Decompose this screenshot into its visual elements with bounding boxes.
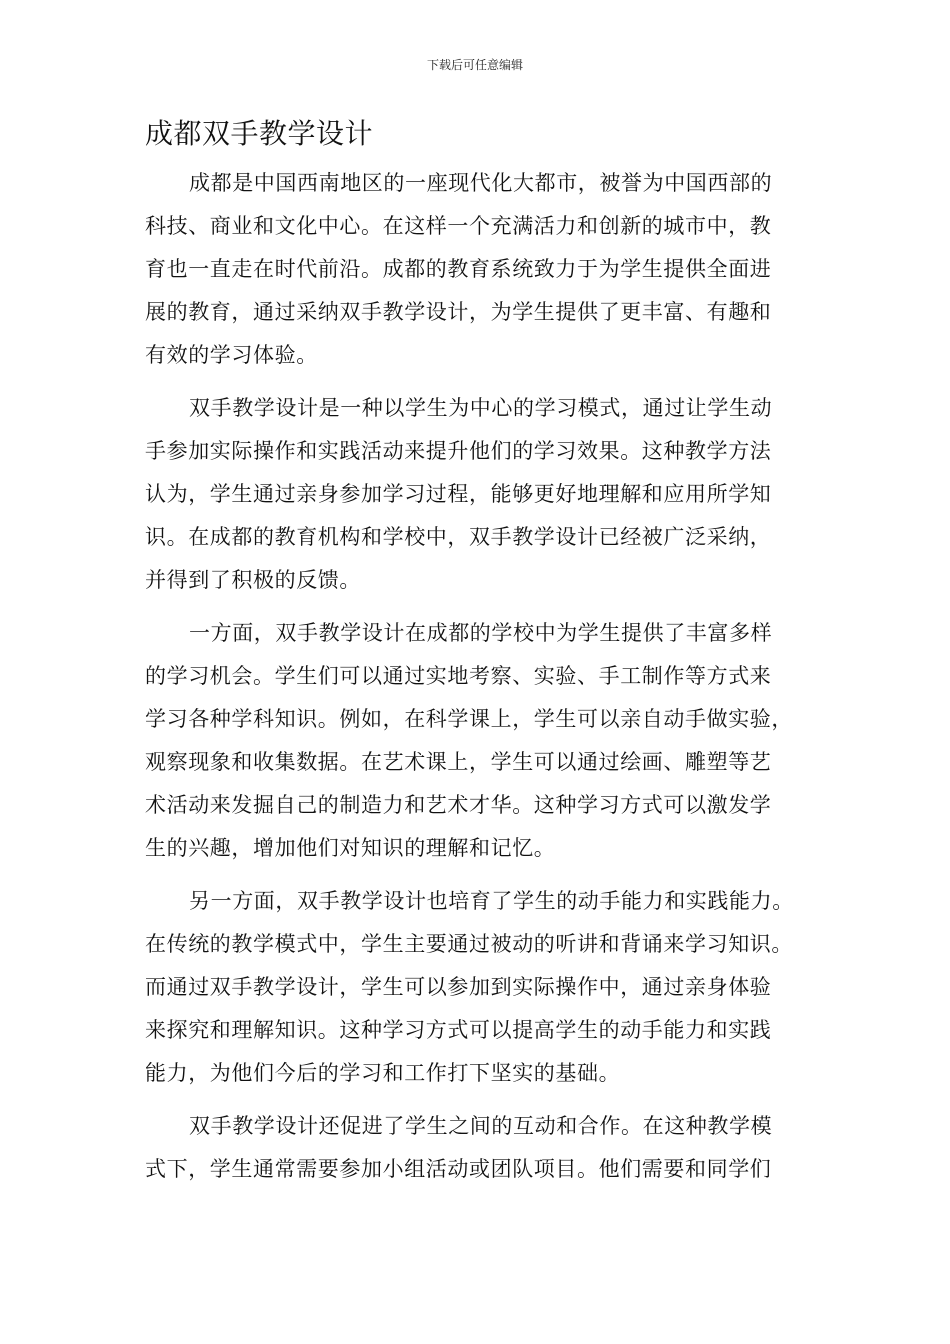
- paragraph-line: 双手教学设计是一种以学生为中心的学习模式，通过让学生动: [189, 396, 773, 420]
- paragraph: [145, 612, 810, 870]
- paragraph-line: 生的兴趣，增加他们对知识的理解和记忆。: [145, 836, 556, 860]
- paragraph-line: 科技、商业和文化中心。在这样一个充满活力和创新的城市中，教: [145, 214, 772, 238]
- paragraph-line: 术活动来发掘自己的制造力和艺术才华。这种学习方式可以激发学: [145, 793, 772, 817]
- paragraph-line: 来探究和理解知识。这种学习方式可以提高学生的动手能力和实践: [145, 1018, 772, 1042]
- document-title: 成都双手教学设计: [145, 117, 374, 150]
- paragraph-line: 成都是中国西南地区的一座现代化大都市，被誉为中国西部的: [189, 171, 773, 195]
- paragraph: [145, 162, 810, 377]
- paragraph: [145, 1105, 810, 1191]
- document-body: [145, 162, 810, 1201]
- paragraph-line: 的学习机会。学生们可以通过实地考察、实验、手工制作等方式来: [145, 664, 772, 688]
- paragraph-line: 式下，学生通常需要参加小组活动或团队项目。他们需要和同学们: [145, 1157, 772, 1181]
- paragraph-line: 认为，学生通过亲身参加学习过程，能够更好地理解和应用所学知: [145, 482, 772, 506]
- paragraph-line: 另一方面，双手教学设计也培育了学生的动手能力和实践能力。: [189, 889, 794, 913]
- paragraph-line: 观察现象和收集数据。在艺术课上，学生可以通过绘画、雕塑等艺: [145, 750, 772, 774]
- paragraph-line: 展的教育，通过采纳双手教学设计，为学生提供了更丰富、有趣和: [145, 300, 772, 324]
- paragraph-line: 一方面，双手教学设计在成都的学校中为学生提供了丰富多样: [189, 621, 773, 645]
- paragraph-line: 能力，为他们今后的学习和工作打下坚实的基础。: [145, 1061, 621, 1085]
- paragraph-line: 双手教学设计还促进了学生之间的互动和合作。在这种教学模: [189, 1114, 773, 1138]
- paragraph: [145, 880, 810, 1095]
- paragraph-line: 并得到了积极的反馈。: [145, 568, 361, 592]
- paragraph-line: 学习各种学科知识。例如，在科学课上，学生可以亲自动手做实验，: [145, 707, 793, 731]
- paragraph-line: 识。在成都的教育机构和学校中，双手教学设计已经被广泛采纳，: [145, 525, 772, 549]
- page-header: 下载后可任意编辑: [426, 58, 523, 72]
- paragraph-line: 在传统的教学模式中，学生主要通过被动的听讲和背诵来学习知识。: [145, 932, 793, 956]
- paragraph: [145, 387, 810, 602]
- paragraph-line: 有效的学习体验。: [145, 343, 318, 367]
- paragraph-line: 手参加实际操作和实践活动来提升他们的学习效果。这种教学方法: [145, 439, 772, 463]
- paragraph-line: 育也一直走在时代前沿。成都的教育系统致力于为学生提供全面进: [145, 257, 772, 281]
- paragraph-line: 而通过双手教学设计，学生可以参加到实际操作中，通过亲身体验: [145, 975, 772, 999]
